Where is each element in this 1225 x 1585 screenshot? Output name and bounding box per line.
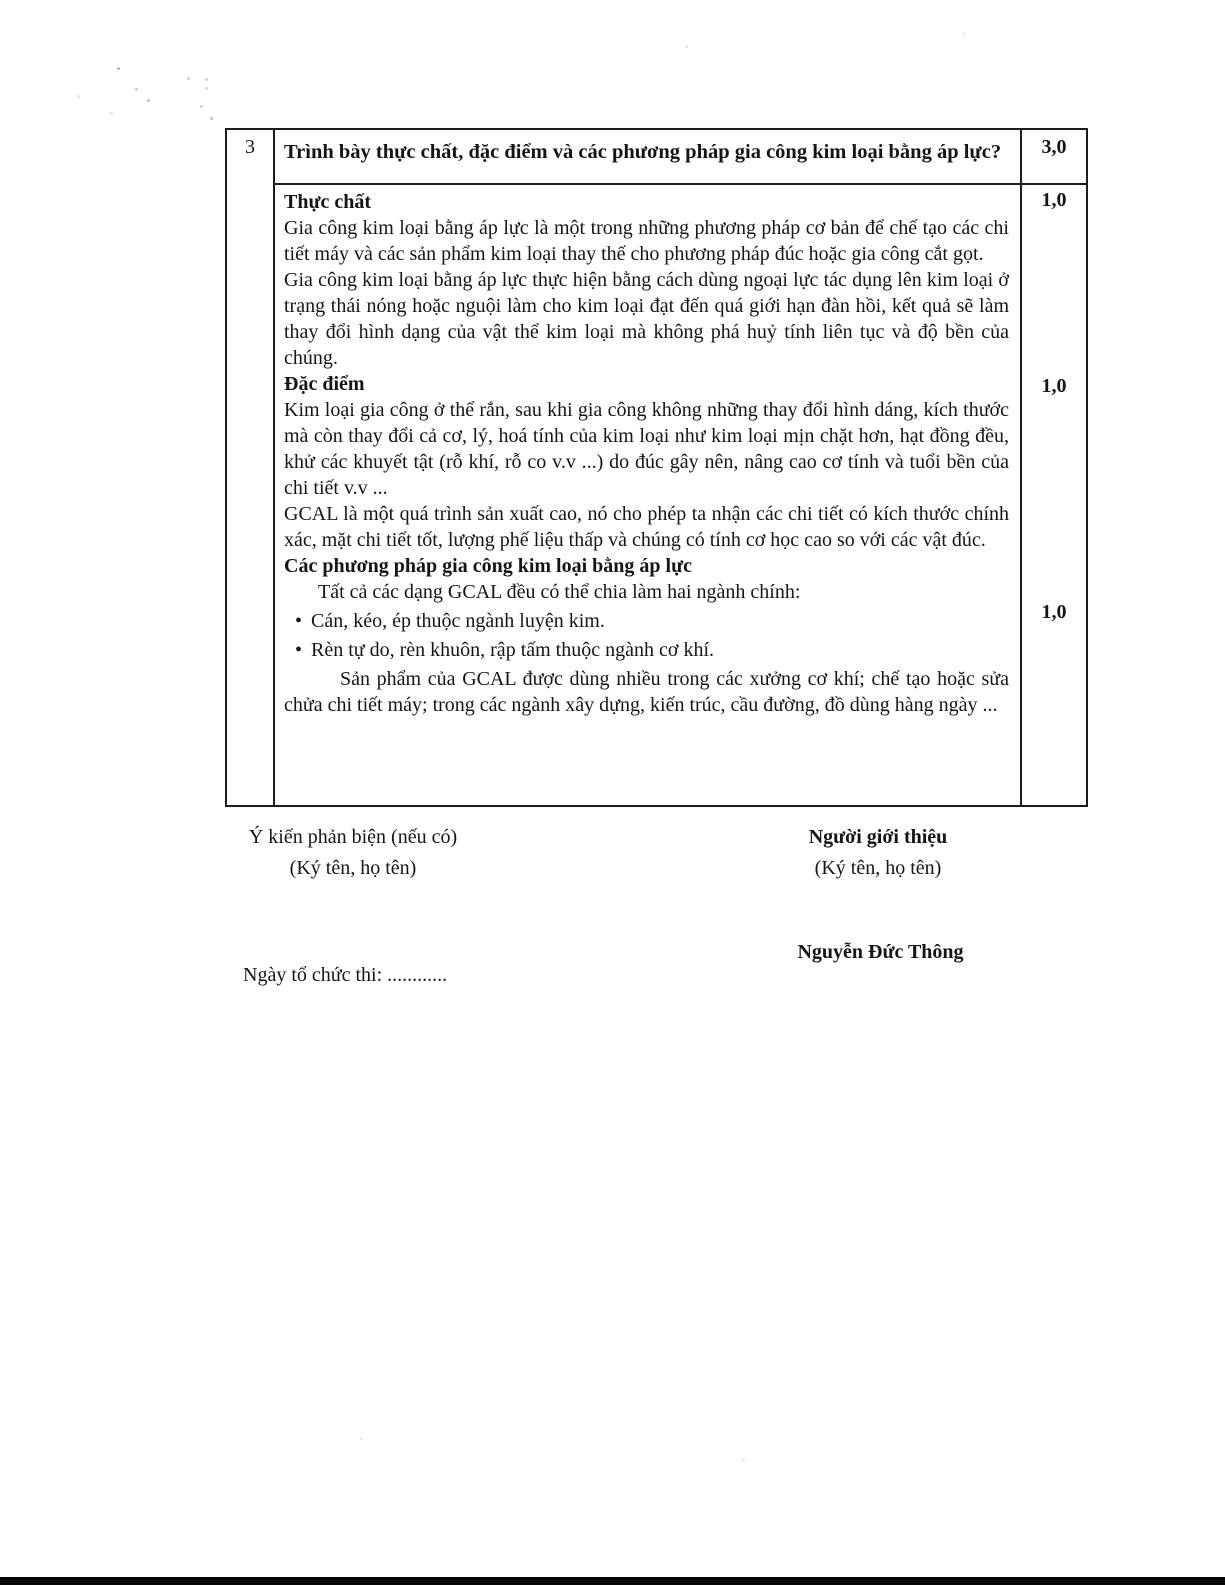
grading-rubric-table bbox=[225, 128, 1088, 807]
answer-heading-thuc-chat: Thực chất bbox=[284, 191, 372, 213]
question-score-cell bbox=[1022, 130, 1086, 183]
answer-paragraph: Gia công kim loại bằng áp lực là một trong những phương pháp cơ bản để chế tạo các chi tiết máy và các sản phẩm kim loại thay thế cho phương pháp đúc hoặc gia công cắt gọt. bbox=[284, 217, 1009, 265]
bullet-text: Cán, kéo, ép thuộc ngành luyện kim. bbox=[311, 610, 605, 632]
bullet-icon bbox=[284, 608, 311, 634]
answer-heading-cac-phuong-phap: Các phương pháp gia công kim loại bằng áp lực bbox=[284, 555, 692, 577]
introducer-name: Nguyễn Đức Thông bbox=[797, 941, 964, 963]
question-text: Trình bày thực chất, đặc điểm và các phương pháp gia công kim loại bằng áp lực? bbox=[284, 141, 1002, 163]
answer-paragraph: Gia công kim loại bằng áp lực thực hiện bằng cách dùng ngoại lực tác dụng lên kim loại ở trạng thái nóng hoặc nguội làm cho kim loại đạt đến quá giới hạn đàn hồi, kết quả sẽ làm thay đổi hình dạng của vật thể kim loại mà không phá huỷ tính liên tục và độ bền của chúng. bbox=[284, 269, 1009, 369]
bullet-icon bbox=[284, 637, 311, 663]
reviewer-title: Ý kiến phản biện (nếu có) bbox=[248, 826, 458, 848]
answer-heading-dac-diem: Đặc điểm bbox=[284, 373, 365, 395]
score-cac-phuong-phap: 1,0 bbox=[1041, 601, 1067, 623]
answer-text-cell bbox=[275, 185, 1022, 805]
answer-intro-line: Tất cả các dạng GCAL đều có thể chia làm hai ngành chính: bbox=[318, 581, 801, 603]
answer-paragraph: Kim loại gia công ở thể rắn, sau khi gia công không những thay đổi hình dáng, kích thước mà còn thay đổi cả cơ, lý, hoá tính của kim loại như kim loại mịn chặt hơn, hạt đồng đều, khử các khuyết tật (rỗ khí, rỗ co v.v ...) do đúc gây nên, nâng cao cơ tính và tuổi bền của chi tiết v.v ... bbox=[284, 399, 1009, 499]
question-row bbox=[275, 130, 1086, 185]
scan-edge-bar bbox=[0, 1577, 1225, 1585]
question-score: 3,0 bbox=[1041, 136, 1067, 158]
score-thuc-chat: 1,0 bbox=[1041, 189, 1067, 211]
bullet-item bbox=[284, 637, 1009, 663]
table-main-column bbox=[275, 130, 1086, 805]
question-number-cell bbox=[227, 130, 275, 805]
reviewer-signature-block bbox=[240, 822, 466, 884]
question-text-cell bbox=[275, 130, 1022, 183]
scan-noise-speckles bbox=[117, 67, 120, 70]
reviewer-subtitle: (Ký tên, họ tên) bbox=[289, 857, 417, 879]
introducer-title: Người giới thiệu bbox=[808, 826, 948, 848]
bullet-item bbox=[284, 608, 1009, 634]
score-dac-diem: 1,0 bbox=[1041, 375, 1067, 397]
answer-paragraph: Sản phẩm của GCAL được dùng nhiều trong các xưởng cơ khí; chế tạo hoặc sửa chửa chi tiết máy; trong các ngành xây dựng, kiến trúc, cầu đường, đồ dùng hàng ngày ... bbox=[284, 668, 1009, 716]
answer-paragraph: GCAL là một quá trình sản xuất cao, nó cho phép ta nhận các chi tiết có kích thước chính xác, mặt chi tiết tốt, lượng phế liệu thấp và chúng có tính cơ học cao so với các vật đúc. bbox=[284, 503, 1009, 551]
answer-row bbox=[275, 185, 1086, 805]
exam-date-line: Ngày tổ chức thi: ............ bbox=[243, 964, 448, 986]
question-number: 3 bbox=[245, 136, 255, 158]
bullet-text: Rèn tự do, rèn khuôn, rập tấm thuộc ngành cơ khí. bbox=[311, 639, 714, 661]
answer-score-cell bbox=[1022, 185, 1086, 805]
introducer-subtitle: (Ký tên, họ tên) bbox=[814, 857, 942, 879]
introducer-signature-block bbox=[788, 822, 968, 884]
